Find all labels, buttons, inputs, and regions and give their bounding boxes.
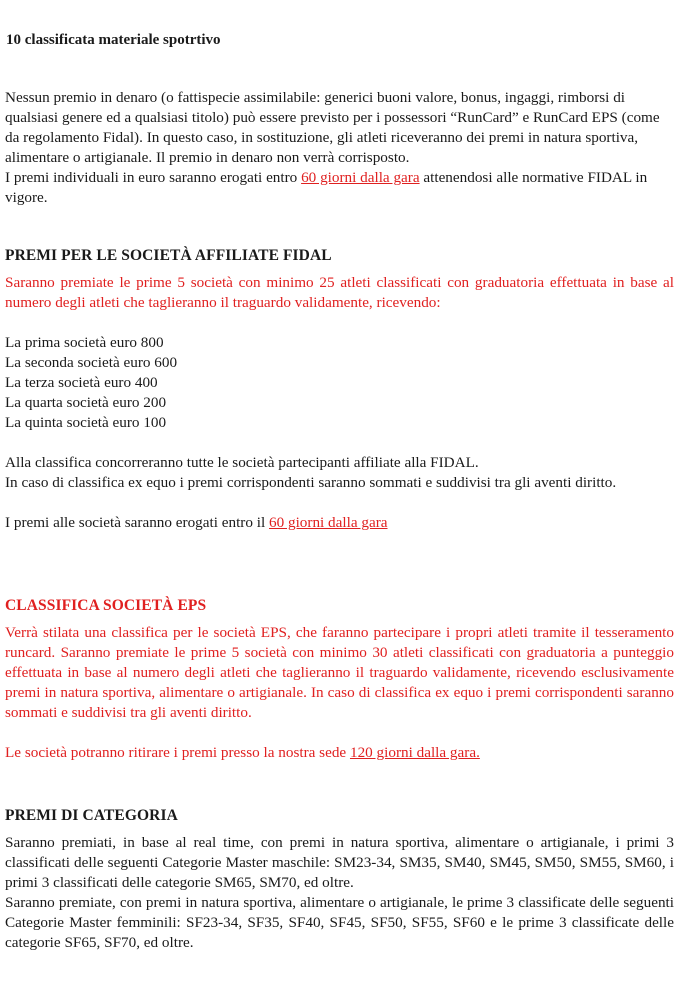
fidal-heading: PREMI PER LE SOCIETÀ AFFILIATE FIDAL [5,247,332,264]
eps-paragraph: Verrà stilata una classifica per le società EPS, che faranno partecipare i propri atleti tramite il tesseramento runcard. Saranno premiate le prime 5 società con minimo 30 atleti classificati con graduatoria a punteggio effettuata in base al numero degli atleti che taglieranno il traguardo validamente, ricevendo esclusivamente premi in natura sportiva, alimentare o artigianale. In caso di classifica ex equo i premi corrispondenti saranno sommati e suddivisi tra gli aventi diritto. [5,624,674,721]
fidal-payment-text: I premi alle società saranno erogati entro il [5,514,269,531]
intro-payment-link[interactable]: 60 giorni dalla gara [301,169,420,186]
categoria-male-paragraph: Saranno premiati, in base al real time, con premi in natura sportiva, alimentare o artigianale, i primi 3 classificati delle seguenti Categorie Master maschile: SM23-34, SM35, SM40, SM45, SM50, SM55, SM60, i primi 3 classificati delle categorie SM65, SM70, ed oltre. [5,834,674,891]
intro-payment-text: I premi individuali in euro saranno erogati entro [5,169,302,186]
eps-pickup-paragraph [5,743,674,763]
categoria-heading: PREMI DI CATEGORIA [5,807,178,824]
prize-item-fourth: La quarta società euro 200 [5,394,167,411]
page-title: 10 classificata materiale spotrtivo [6,32,221,48]
prize-item-fifth: La quinta società euro 100 [5,414,167,431]
fidal-prize-list [5,333,674,433]
prize-item-first: La prima società euro 800 [5,334,164,351]
eps-section [5,596,674,763]
eps-heading: CLASSIFICA SOCIETÀ EPS [5,597,207,614]
intro-payment-paragraph [5,168,674,208]
fidal-lead-paragraph: Saranno premiate le prime 5 società con minimo 25 atleti classificati con graduatoria effettuata in base al numero degli atleti che taglieranno il traguardo validamente, ricevendo: [5,274,674,311]
fidal-payment-link[interactable]: 60 giorni dalla gara [269,514,388,531]
intro-section [5,88,674,208]
eps-pickup-text: Le società potranno ritirare i premi presso la nostra sede [5,744,350,761]
fidal-note-exequo: In caso di classifica ex equo i premi corrispondenti saranno sommati e suddivisi tra gli aventi diritto. [5,474,617,491]
intro-paragraph: Nessun premio in denaro (o fattispecie assimilabile: generici buoni valore, bonus, ingaggi, rimborsi di qualsiasi genere ed a qualsiasi titolo) può essere previsto per i possessori “RunCard” e RunCard EPS (come da regolamento Fidal). In questo caso, in sostituzione, gli atleti riceveranno dei premi in natura sportiva, alimentare o artigianale. Il premio in denaro non verrà corrisposto. [5,89,660,166]
fidal-note-participants: Alla classifica concorreranno tutte le società partecipanti affiliate alla FIDAL. [5,454,479,471]
categoria-female-paragraph: Saranno premiate, con premi in natura sportiva, alimentare o artigianale, le prime 3 classificate delle seguenti Categorie Master femminili: SF23-34, SF35, SF40, SF45, SF50, SF55, SF60 e le prime 3 classificate delle categorie SF65, SF70, ed oltre. [5,894,674,951]
fidal-section [5,246,674,533]
categoria-section [5,806,674,953]
prize-item-third: La terza società euro 400 [5,374,158,391]
eps-pickup-link[interactable]: 120 giorni dalla gara. [349,744,480,761]
prize-item-second: La seconda società euro 600 [5,354,178,371]
fidal-payment-paragraph [5,513,674,533]
intro-payment-text-end: attenendosi alle normative FIDAL in vigore. [5,169,648,206]
